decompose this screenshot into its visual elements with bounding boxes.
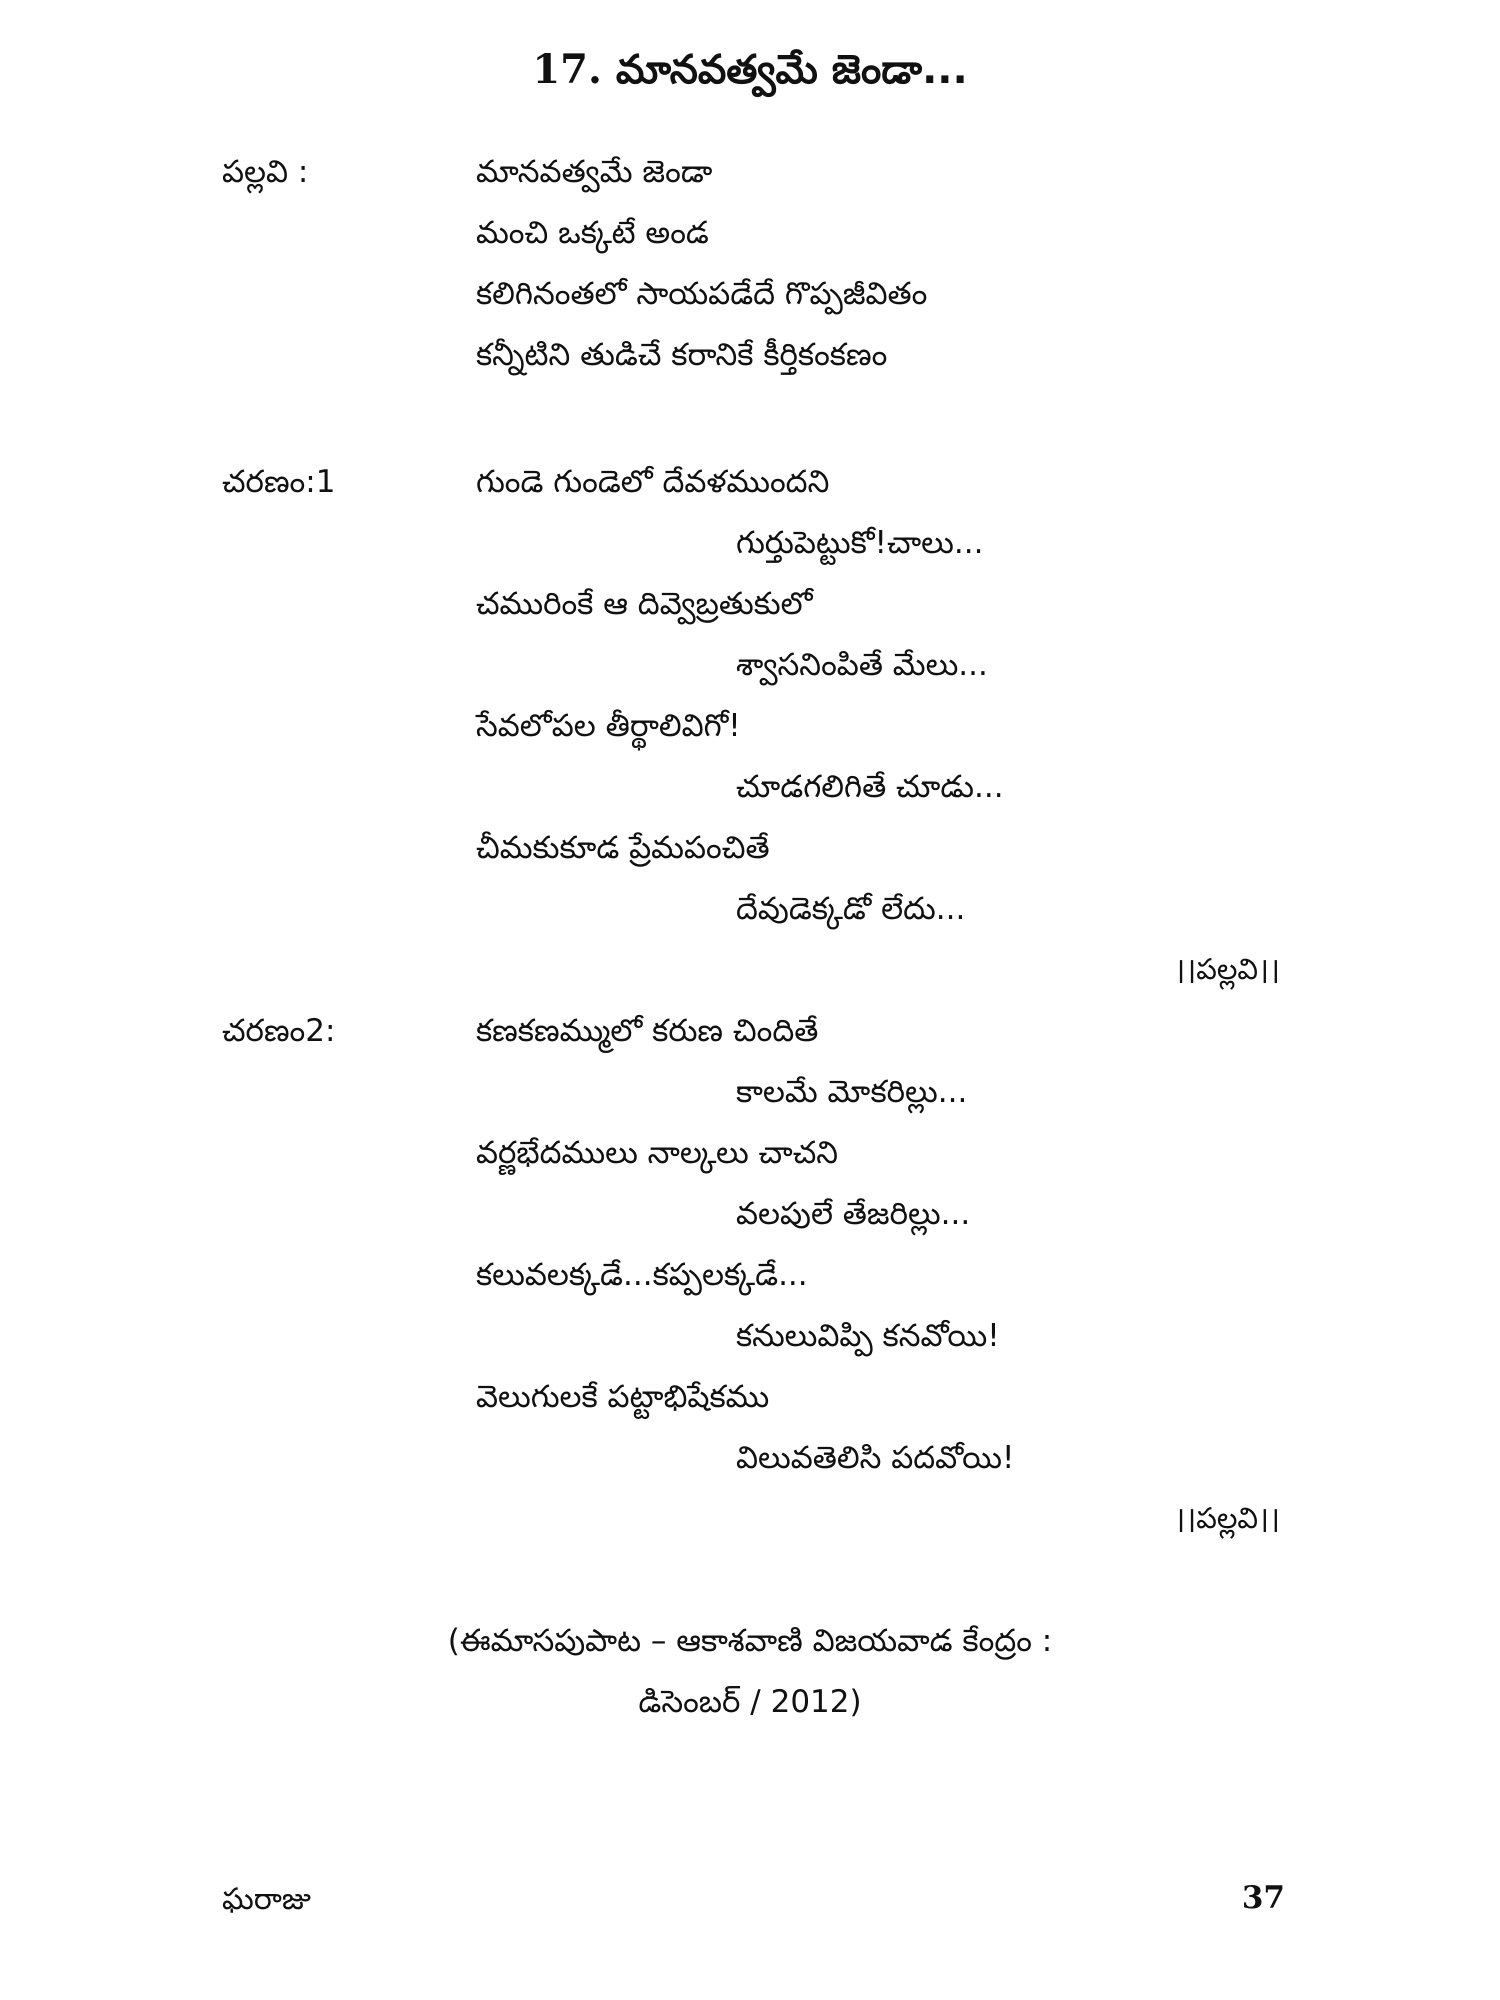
charanam1-line: చూడగలిగితే చూడు... (736, 769, 1004, 805)
pallavi-line: కన్నీటిని తుడిచే కరానికే కీర్తికంకణం (476, 337, 888, 373)
song-title (0, 46, 1500, 103)
source-note-line1: (ఈమాసపుపాట – ఆకాశవాణి విజయవాడ కేంద్రం : (447, 1623, 1053, 1659)
charanam1-line: సేవలోపల తీర్థాలివిగో! (476, 708, 741, 744)
charanam1-label: చరణం:1 (222, 464, 336, 500)
charanam1-line: చీమకుకూడ ప్రేమపంచితే (476, 830, 770, 866)
charanam1-line: గుర్తుపెట్టుకో!చాలు... (736, 525, 984, 561)
pallavi-line: మంచి ఒక్కటే అండ (476, 215, 709, 251)
pallavi-label: పల్లవి : (222, 154, 309, 190)
pallavi-line: కలిగినంతలో సాయపడేదే గొప్పజీవితం (476, 276, 928, 312)
pallavi-line: మానవత్వమే జెండా (476, 154, 713, 190)
charanam2-line: కనులువిప్పి కనవోయి! (736, 1318, 1000, 1354)
charanam1-refrain: ।।పల్లవి।। (1174, 952, 1280, 986)
source-note-line2: డిసెంబర్ / 2012) (638, 1684, 862, 1720)
charanam2-line: వలపులే తేజరిల్లు... (736, 1196, 971, 1232)
charanam2-line: వెలుగులకే పట్టాభిషేకము (476, 1379, 770, 1415)
charanam2-line: కణకణమ్ములో కరుణ చిందితే (476, 1013, 819, 1049)
charanam1-line: దేవుడెక్కడో లేదు... (736, 891, 966, 927)
charanam2-line: కలువలక్కడే...కప్పలక్కడే... (476, 1257, 808, 1293)
charanam2-line: వర్ణభేదములు నాల్కలు చాచని (476, 1135, 839, 1171)
song-title-text: మానవత్వమే జెండా... (615, 47, 968, 93)
charanam2-line: కాలమే మోకరిల్లు... (736, 1074, 968, 1110)
charanam1-line: శ్వాసనింపితే మేలు... (736, 647, 988, 683)
charanam1-line: చమురింకే ఆ దివ్వెబ్రతుకులో (476, 586, 813, 622)
charanam2-label: చరణం2: (222, 1013, 336, 1049)
song-number: 17. (532, 46, 602, 93)
charanam2-refrain: ।।పల్లవి।। (1174, 1501, 1280, 1535)
charanam1-line: గుండె గుండెలో దేవళముందని (476, 464, 830, 500)
charanam2-line: విలువతెలిసి పదవోయి! (736, 1440, 1015, 1476)
footer-author-mark: ఘరాజు (222, 1882, 311, 1917)
page-number: 37 (1241, 1880, 1285, 1916)
